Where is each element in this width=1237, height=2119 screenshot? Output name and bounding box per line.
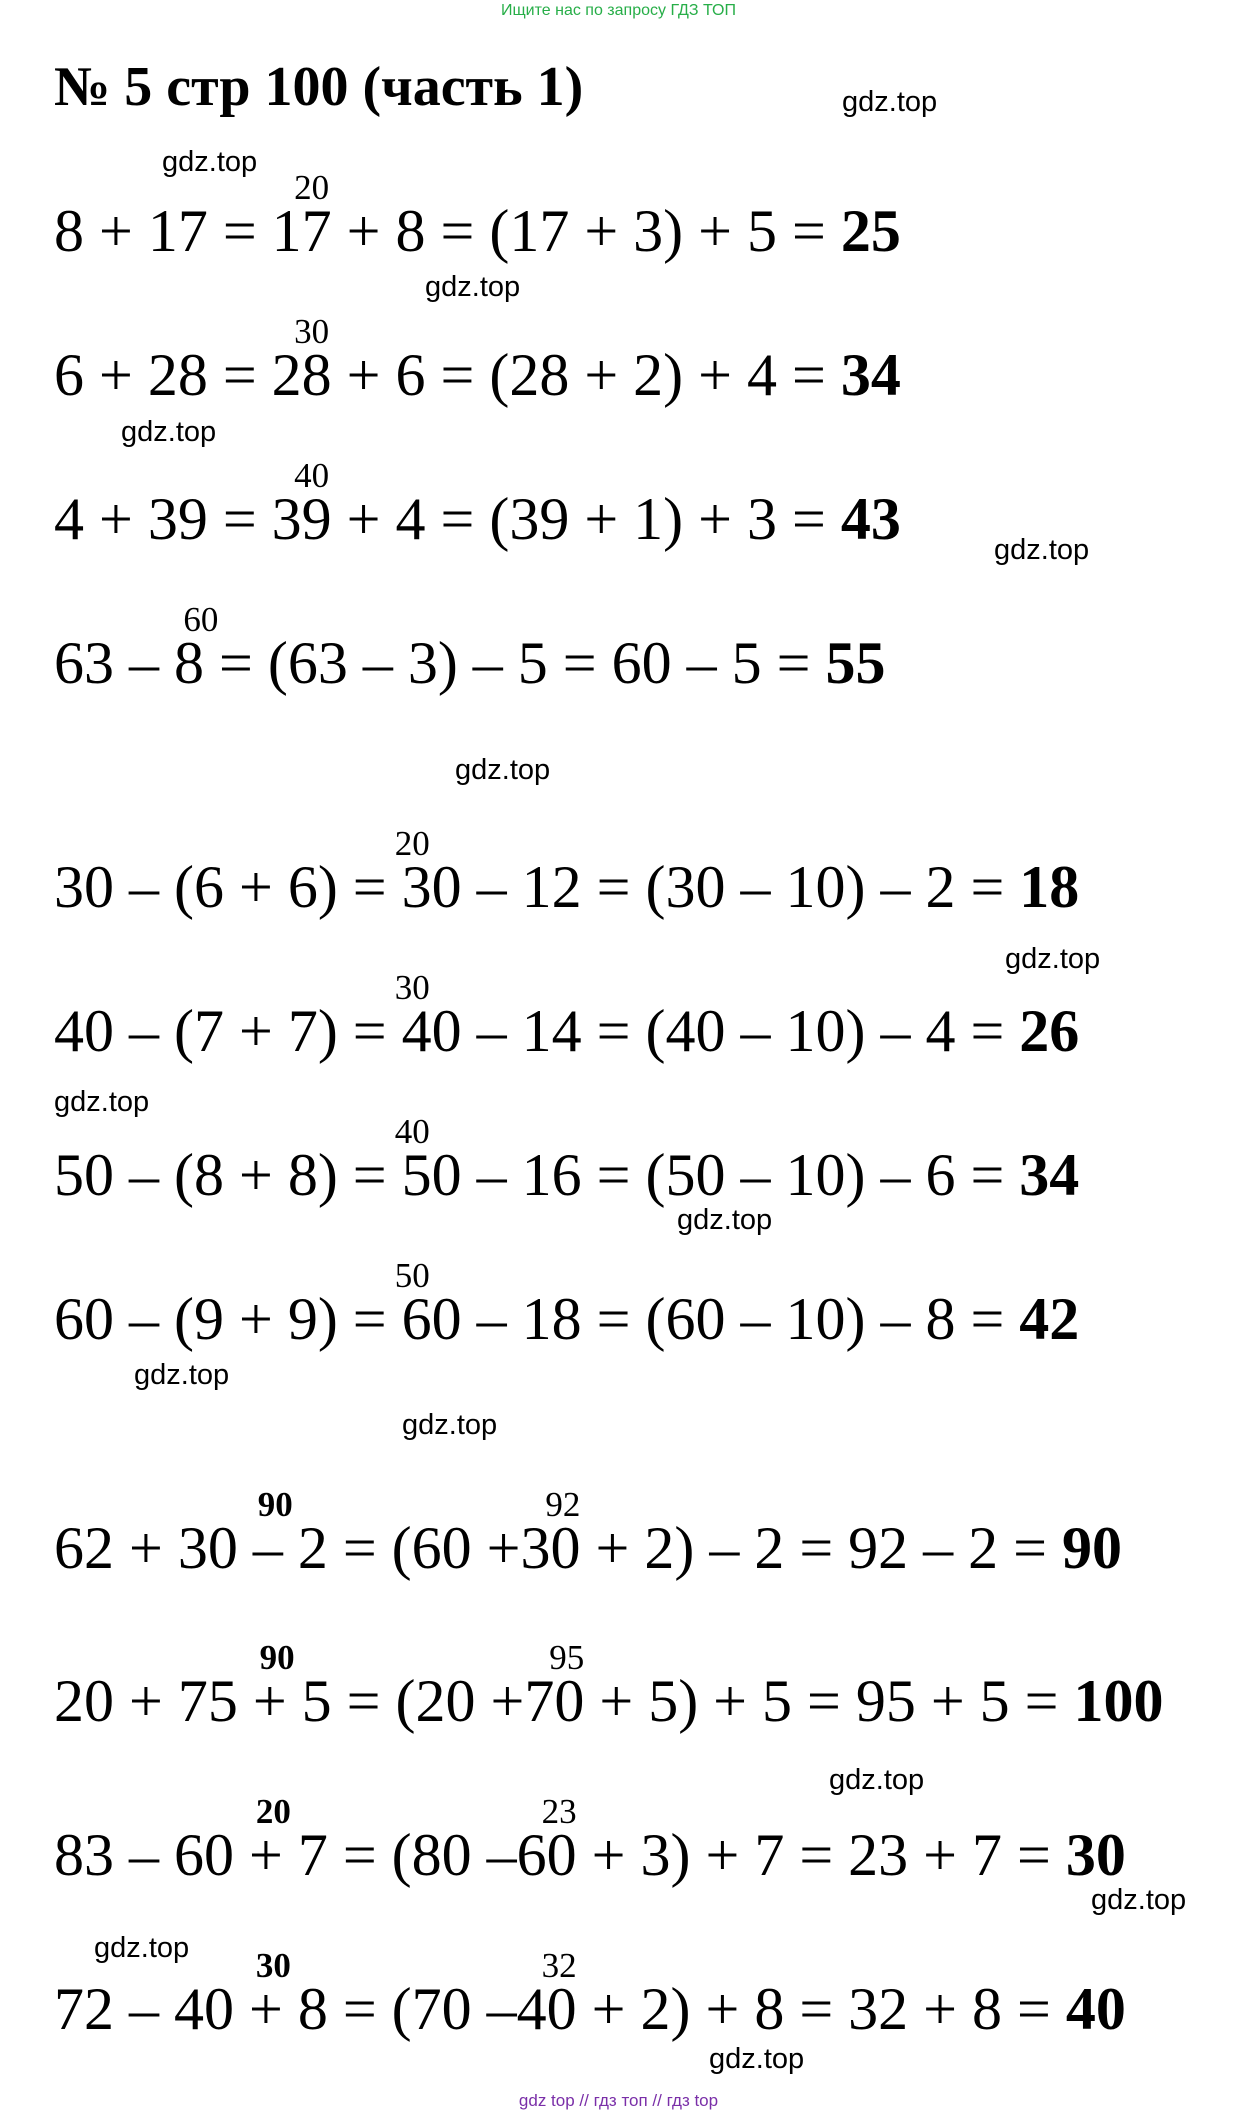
watermark: gdz.top <box>677 1204 773 1236</box>
page-title: № 5 стр 100 (часть 1) <box>54 56 584 118</box>
footer-watermark: gdz top // гдз топ // гдз top <box>518 2091 719 2110</box>
intermediate-value: 30 <box>294 312 330 351</box>
answer: 43 <box>840 486 901 552</box>
answer: 100 <box>1073 1668 1164 1734</box>
intermediate-value: 20 <box>294 168 330 207</box>
intermediate-value: 60 <box>183 600 219 639</box>
equation-row: 63 – 8 = (63 60 – 3) – 5 = 60 – 5 = 55 <box>54 600 886 696</box>
answer: 30 <box>1065 1822 1126 1888</box>
intermediate-value: 20 <box>394 824 430 863</box>
equation-row: 62 + 30 – 2 = (60 + 90 30 + 92 2) – 2 = 92 – 2 = 90 <box>54 1513 1122 1583</box>
watermark: gdz.top <box>425 271 521 303</box>
watermark: gdz.top <box>121 416 217 448</box>
equation-row: 72 – 40 + 8 = (70 – 30 40 + 32 2) + 8 = 32 + 8 = 40 <box>54 1974 1126 2044</box>
watermark: gdz.top <box>829 1764 925 1796</box>
intermediate-value: 32 <box>541 1946 577 1985</box>
watermark: gdz.top <box>162 146 258 178</box>
equation-row: 8 + 17 = 17 + 8 = (17 20 + 3) + 5 = 25 <box>54 168 901 264</box>
answer: 40 <box>1065 1976 1126 2042</box>
equation-row: 30 – (6 + 6) = 30 – 12 = (30 – 20 10) – 2 = 18 <box>54 824 1080 920</box>
watermark: gdz.top <box>1005 943 1101 975</box>
intermediate-value: 90 <box>257 1485 293 1524</box>
watermark: gdz.top <box>54 1086 150 1118</box>
intermediate-value: 90 <box>259 1638 295 1677</box>
watermark: gdz.top <box>1091 1884 1187 1916</box>
equation-row: 40 – (7 + 7) = 40 – 14 = (40 – 30 10) – 4 = 26 <box>54 968 1080 1064</box>
watermark: gdz.top <box>455 754 551 786</box>
equation-row: 83 – 60 + 7 = (80 – 20 60 + 23 3) + 7 = 23 + 7 = 30 <box>54 1820 1126 1890</box>
intermediate-value: 30 <box>255 1946 291 1985</box>
answer: 26 <box>1019 998 1080 1064</box>
intermediate-value: 50 <box>394 1256 430 1295</box>
intermediate-value: 23 <box>541 1792 577 1831</box>
answer: 18 <box>1019 854 1080 920</box>
answer: 55 <box>825 630 886 696</box>
watermark: gdz.top <box>94 1932 190 1964</box>
answer: 42 <box>1019 1286 1080 1352</box>
equation-row: 6 + 28 = 28 + 6 = (28 30 + 2) + 4 = 34 <box>54 312 901 408</box>
intermediate-value: 30 <box>394 968 430 1007</box>
watermark: gdz.top <box>709 2043 805 2075</box>
intermediate-value: 40 <box>394 1112 430 1151</box>
answer: 90 <box>1062 1515 1122 1581</box>
answer: 25 <box>840 198 901 264</box>
watermark: gdz.top <box>994 534 1090 566</box>
equation-row: 4 + 39 = 39 + 4 = (39 40 + 1) + 3 = 43 <box>54 456 901 552</box>
answer: 34 <box>840 342 901 408</box>
equation-row: 60 – (9 + 9) = 60 – 18 = (60 – 50 10) – 8 = 42 <box>54 1256 1080 1352</box>
search-banner: Ищите нас по запросу ГДЗ ТОП <box>501 2 736 19</box>
equation-row: 20 + 75 + 5 = (20 + 90 70 + 95 5) + 5 = 95 + 5 = 100 <box>54 1666 1164 1736</box>
watermark: gdz.top <box>134 1359 230 1391</box>
answer: 34 <box>1019 1142 1080 1208</box>
intermediate-value: 40 <box>294 456 330 495</box>
intermediate-value: 95 <box>549 1638 585 1677</box>
intermediate-value: 92 <box>545 1485 581 1524</box>
equation-row: 50 – (8 + 8) = 50 – 16 = (50 – 40 10) – 6 = 34 <box>54 1112 1080 1208</box>
watermark: gdz.top <box>842 86 938 118</box>
watermark: gdz.top <box>402 1409 498 1441</box>
intermediate-value: 20 <box>255 1792 291 1831</box>
